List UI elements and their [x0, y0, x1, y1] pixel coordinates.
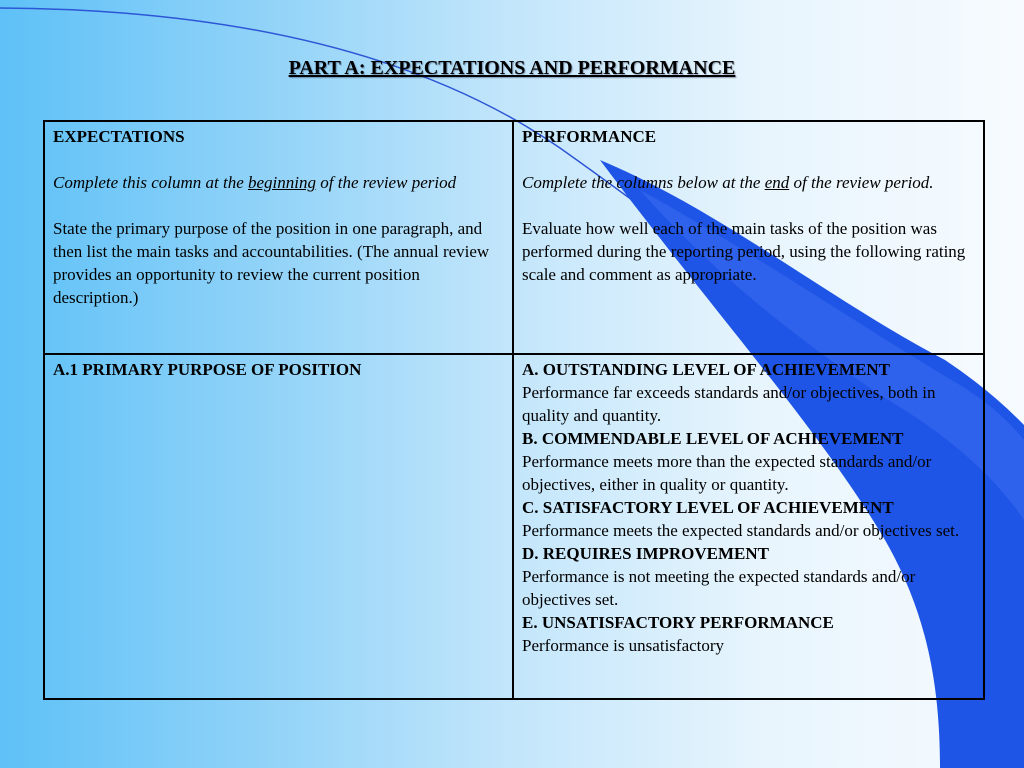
rating-title: A. OUTSTANDING LEVEL OF ACHIEVEMENT — [522, 360, 890, 379]
rating-description: Performance is not meeting the expected standards and/or objectives set. — [522, 567, 916, 609]
rating-title: B. COMMENDABLE LEVEL OF ACHIEVEMENT — [522, 429, 904, 448]
table-row — [44, 121, 984, 354]
performance-heading: PERFORMANCE — [522, 127, 657, 146]
rating-title: C. SATISFACTORY LEVEL OF ACHIEVEMENT — [522, 498, 894, 517]
expectations-instruction-end: of the review period — [316, 173, 457, 192]
performance-instruction-emphasis: end — [764, 173, 790, 192]
table-row — [44, 354, 984, 699]
rating-description: Performance meets more than the expected standards and/or objectives, either in quality or quantity. — [522, 452, 932, 494]
expectations-instruction — [53, 171, 504, 194]
rating-item — [522, 542, 975, 611]
expectations-instruction-emphasis: beginning — [248, 173, 317, 192]
expectations-heading: EXPECTATIONS — [53, 127, 185, 146]
primary-purpose-heading: A.1 PRIMARY PURPOSE OF POSITION — [53, 360, 362, 379]
rating-title: D. REQUIRES IMPROVEMENT — [522, 544, 769, 563]
expectations-performance-table — [43, 120, 985, 700]
primary-purpose-cell[interactable] — [44, 354, 513, 699]
rating-scale-cell — [513, 354, 984, 699]
expectations-body: State the primary purpose of the position in one paragraph, and then list the main tasks and accountabilities. (The annual review provides an opportunity to review the current position description.) — [53, 219, 490, 307]
performance-instruction-end: of the review period. — [789, 173, 934, 192]
rating-item — [522, 427, 975, 496]
rating-description: Performance meets the expected standards and/or objectives set. — [522, 521, 960, 540]
rating-item — [522, 358, 975, 427]
performance-body: Evaluate how well each of the main tasks of the position was performed during the reporting period, using the following rating scale and comment as appropriate. — [522, 219, 966, 284]
rating-item — [522, 496, 975, 542]
page-title: PART A: EXPECTATIONS AND PERFORMANCE — [288, 57, 736, 79]
expectations-instruction-start: Complete this column at the — [53, 173, 249, 192]
performance-cell — [513, 121, 984, 354]
expectations-cell — [44, 121, 513, 354]
rating-description: Performance far exceeds standards and/or objectives, both in quality and quantity. — [522, 383, 936, 425]
rating-title: E. UNSATISFACTORY PERFORMANCE — [522, 613, 834, 632]
performance-instruction — [522, 171, 975, 194]
rating-description: Performance is unsatisfactory — [522, 636, 725, 655]
performance-instruction-start: Complete the columns below at the — [522, 173, 765, 192]
rating-item — [522, 611, 975, 657]
